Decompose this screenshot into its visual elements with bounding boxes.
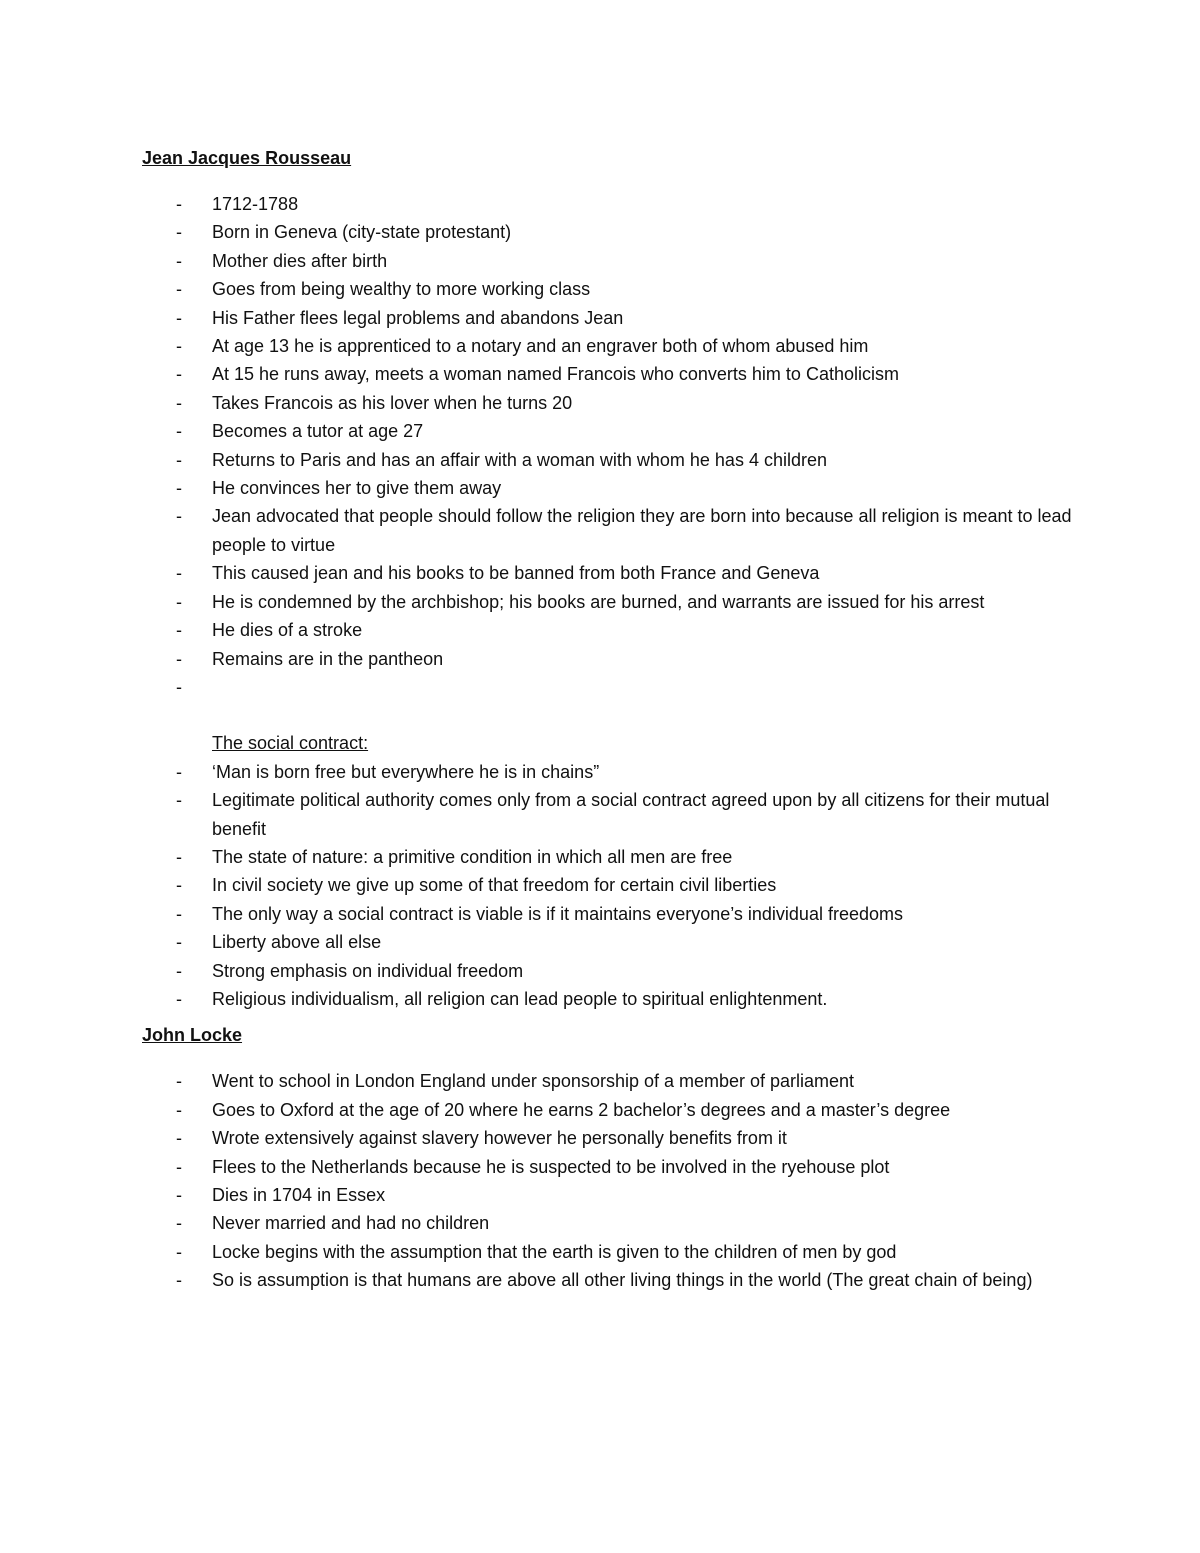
list-item-text: Jean advocated that people should follow the religion they are born into because all religion is meant to lead people to virtue — [212, 506, 1072, 555]
rousseau-list-item — [142, 304, 1072, 332]
bullet-dash: - — [176, 1099, 182, 1120]
bullet-dash: - — [176, 279, 182, 300]
rousseau-list-item — [142, 417, 1072, 445]
list-item-text: This caused jean and his books to be banned from both France and Geneva — [212, 563, 820, 584]
bullet-dash: - — [176, 875, 182, 896]
locke-list-item — [142, 1266, 1072, 1294]
rousseau-list-item — [142, 588, 1072, 616]
list-item-text: The only way a social contract is viable is if it maintains everyone’s individual freedoms — [212, 903, 903, 924]
bullet-dash: - — [176, 307, 182, 328]
list-item-text: At 15 he runs away, meets a woman named Francois who converts him to Catholicism — [212, 364, 899, 385]
list-item-text: ‘Man is born free but everywhere he is in chains” — [212, 761, 600, 782]
rousseau-list-item — [142, 190, 1072, 218]
bullet-dash: - — [176, 250, 182, 271]
list-item-text: In civil society we give up some of that freedom for certain civil liberties — [212, 875, 777, 896]
section-heading-locke: John Locke — [142, 1025, 243, 1046]
locke-list-item — [142, 1153, 1072, 1181]
list-item-text: His Father flees legal problems and abandons Jean — [212, 307, 624, 328]
list-item-text: Becomes a tutor at age 27 — [212, 421, 424, 442]
subheading-social-contract: The social contract: — [212, 733, 369, 754]
locke-list-item — [142, 1124, 1072, 1152]
list-item-text: Went to school in London England under sponsorship of a member of parliament — [212, 1071, 855, 1092]
locke-bullet-list — [142, 1067, 1072, 1294]
list-item-text: Legitimate political authority comes only from a social contract agreed upon by all citizens for their mutual benefit — [212, 790, 1050, 839]
locke-list-item — [142, 1209, 1072, 1237]
list-item-text: Locke begins with the assumption that the earth is given to the children of men by god — [212, 1241, 897, 1262]
social-contract-list-item — [142, 928, 1072, 956]
list-item-text: The state of nature: a primitive condition in which all men are free — [212, 846, 733, 867]
bullet-dash: - — [176, 988, 182, 1009]
list-item-text: Flees to the Netherlands because he is suspected to be involved in the ryehouse plot — [212, 1156, 890, 1177]
list-item-text: Strong emphasis on individual freedom — [212, 960, 524, 981]
rousseau-bullet-list — [142, 190, 1072, 701]
list-item-text: Returns to Paris and has an affair with a woman with whom he has 4 children — [212, 449, 827, 470]
bullet-dash: - — [176, 1185, 182, 1205]
list-item-text: 1712-1788 — [212, 194, 299, 214]
locke-list-item — [142, 1067, 1072, 1095]
bullet-dash: - — [176, 449, 182, 470]
bullet-dash: - — [176, 563, 182, 584]
list-item-text: Goes from being wealthy to more working class — [212, 279, 591, 300]
bullet-dash: - — [176, 1156, 182, 1177]
rousseau-list-item — [142, 218, 1072, 246]
bullet-dash: - — [176, 1071, 182, 1092]
rousseau-list-item — [142, 502, 1072, 559]
bullet-dash: - — [176, 364, 182, 385]
social-contract-list-item — [142, 985, 1072, 1013]
list-item-text: He convinces her to give them away — [212, 478, 502, 499]
list-item-text: So is assumption is that humans are above all other living things in the world (The great chain of being) — [212, 1270, 1033, 1291]
bullet-dash: - — [176, 194, 182, 214]
locke-list-item — [142, 1181, 1072, 1209]
list-item-text: He dies of a stroke — [212, 620, 363, 641]
social-contract-list-item — [142, 957, 1072, 985]
bullet-dash: - — [176, 761, 182, 782]
bullet-dash: - — [176, 1213, 182, 1234]
rousseau-list-item — [142, 559, 1072, 587]
bullet-dash: - — [176, 478, 182, 499]
rousseau-list-item — [142, 332, 1072, 360]
bullet-dash: - — [176, 421, 182, 442]
bullet-dash: - — [176, 591, 182, 612]
rousseau-list-item — [142, 645, 1072, 673]
rousseau-list-item — [142, 247, 1072, 275]
bullet-dash: - — [176, 903, 182, 924]
bullet-dash: - — [176, 846, 182, 867]
section-heading-rousseau: Jean Jacques Rousseau — [142, 148, 352, 168]
bullet-dash: - — [176, 1128, 182, 1149]
bullet-dash: - — [176, 648, 182, 669]
rousseau-list-item — [142, 360, 1072, 388]
bullet-dash: - — [176, 1270, 182, 1291]
bullet-dash: - — [176, 960, 182, 981]
bullet-dash: - — [176, 506, 182, 527]
bullet-dash: - — [176, 790, 182, 811]
list-item-text: Goes to Oxford at the age of 20 where he earns 2 bachelor’s degrees and a master’s degree — [212, 1099, 951, 1120]
rousseau-list-item — [142, 275, 1072, 303]
list-item-text: Remains are in the pantheon — [212, 648, 444, 669]
list-item-text: Never married and had no children — [212, 1213, 490, 1234]
rousseau-list-item — [142, 474, 1072, 502]
rousseau-list-item — [142, 673, 1072, 701]
bullet-dash: - — [176, 620, 182, 641]
bullet-dash: - — [176, 1241, 182, 1262]
social-contract-list-item — [142, 843, 1072, 871]
social-contract-list-item — [142, 871, 1072, 899]
rousseau-list-item — [142, 389, 1072, 417]
rousseau-list-item — [142, 446, 1072, 474]
list-item-text: He is condemned by the archbishop; his books are burned, and warrants are issued for his arrest — [212, 591, 985, 612]
locke-list-item — [142, 1096, 1072, 1124]
bullet-dash: - — [176, 392, 182, 413]
list-item-text: Religious individualism, all religion can lead people to spiritual enlightenment. — [212, 988, 828, 1009]
social-contract-list-item — [142, 786, 1072, 843]
social-contract-list-item — [142, 900, 1072, 928]
social-contract-bullet-list — [142, 758, 1072, 1014]
social-contract-list-item — [142, 758, 1072, 786]
list-item-text: Wrote extensively against slavery however he personally benefits from it — [212, 1128, 787, 1149]
list-item-text: Dies in 1704 in Essex — [212, 1185, 386, 1205]
bullet-dash: - — [176, 336, 182, 357]
locke-list-item — [142, 1238, 1072, 1266]
bullet-dash: - — [176, 222, 182, 243]
list-item-text: Takes Francois as his lover when he turns 20 — [212, 392, 573, 413]
list-item-text — [212, 677, 217, 697]
bullet-dash: - — [176, 676, 182, 697]
rousseau-list-item — [142, 616, 1072, 644]
list-item-text: Liberty above all else — [212, 932, 382, 953]
bullet-dash: - — [176, 932, 182, 953]
document-content — [142, 144, 1072, 1295]
list-item-text: Born in Geneva (city-state protestant) — [212, 222, 512, 243]
list-item-text: At age 13 he is apprenticed to a notary and an engraver both of whom abused him — [212, 336, 869, 357]
list-item-text: Mother dies after birth — [212, 250, 388, 271]
